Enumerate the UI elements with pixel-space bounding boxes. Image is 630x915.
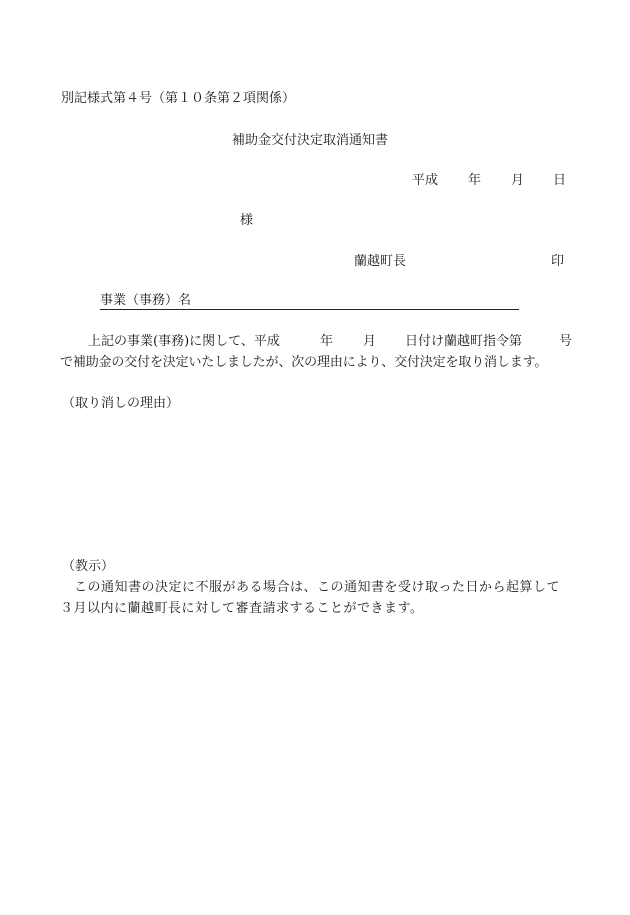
body-num: 号	[559, 334, 573, 349]
project-label: 事業（事務）名	[100, 293, 192, 308]
body-year: 年	[320, 334, 334, 349]
issuer-name: 蘭越町長	[354, 254, 407, 269]
addressee-suffix: 様	[240, 213, 254, 228]
date-day: 日	[553, 173, 567, 188]
project-underline	[100, 309, 519, 310]
document-title: 補助金交付決定取消通知書	[232, 133, 389, 148]
body-month: 月	[363, 334, 377, 349]
reason-heading: （取り消しの理由）	[62, 396, 180, 411]
date-year: 年	[468, 173, 482, 188]
body-lead: 上記の事業(事務)に関して、平成	[88, 334, 280, 349]
instruction-heading: （教示）	[62, 559, 115, 574]
form-label: 別記様式第４号（第１０条第２項関係）	[61, 91, 296, 106]
instruction-line-2: ３月以内に蘭越町長に対して審査請求することができます。	[60, 601, 424, 616]
body-line-2: で補助金の交付を決定いたしましたが、次の理由により、交付決定を取り消します。	[60, 355, 548, 370]
date-era: 平成	[412, 173, 439, 188]
body-ref: 日付け蘭越町指令第	[405, 334, 523, 349]
instruction-line-1: この通知書の決定に不服がある場合は、この通知書を受け取った日から起算して	[74, 580, 561, 595]
date-month: 月	[511, 173, 525, 188]
seal-mark: 印	[551, 254, 565, 269]
